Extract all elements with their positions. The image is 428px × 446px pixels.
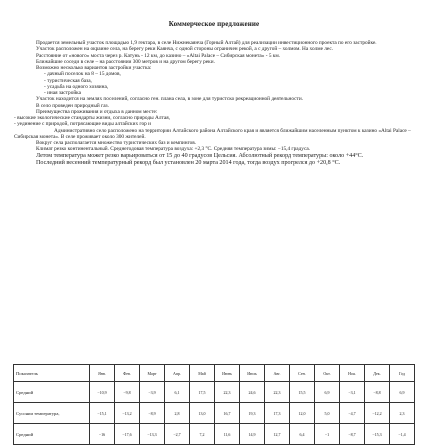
table-header-cell: Март <box>140 365 165 382</box>
paragraph: Климат резко континентальный. Среднегодовая температура воздуха: +2,3 °C. Средняя температура зимы: −15,4 градуса. <box>36 146 311 153</box>
table-cell: 2,3 <box>390 403 415 424</box>
table-header-cell: Апр. <box>165 365 190 382</box>
table-cell: 6,9 <box>390 382 415 403</box>
table-cell: −8,9 <box>140 403 165 424</box>
table-cell: −4,7 <box>340 403 365 424</box>
table-cell: 15,5 <box>290 382 315 403</box>
table-cell: 16,7 <box>215 403 240 424</box>
paragraph: Преимущества проживания и отдыха в данном месте: <box>36 108 158 115</box>
paragraph: В село проведен природный газ. <box>36 102 109 109</box>
table-header-cell: Фев. <box>115 365 140 382</box>
table-cell: 17,5 <box>190 382 215 403</box>
table-cell: 24,6 <box>240 382 265 403</box>
document-title: Коммерческое предложение <box>168 20 260 28</box>
table-cell: 5,0 <box>315 403 340 424</box>
table-cell: −3,1 <box>340 382 365 403</box>
table-cell: −1 <box>315 424 340 445</box>
table-header-cell: Окт. <box>315 365 340 382</box>
table-cell: 6,1 <box>165 382 190 403</box>
table-cell: 7,2 <box>190 424 215 445</box>
table-cell: −9,8 <box>115 382 140 403</box>
table-header-cell: Май <box>190 365 215 382</box>
table-cell: −10,9 <box>90 382 115 403</box>
row-label: Средний <box>14 382 90 403</box>
table-cell: 12,0 <box>290 403 315 424</box>
climate-table-container <box>13 364 415 445</box>
paragraph: - туристическая база, <box>44 77 92 84</box>
paragraph: Вокруг села располагается множество туристических баз и кемпингов. <box>36 140 197 146</box>
table-header-cell: Июнь <box>215 365 240 382</box>
paragraph: - иная застройка <box>44 90 82 96</box>
row-label: Сусонии температура, <box>14 403 90 424</box>
table-cell: −3,9 <box>140 382 165 403</box>
climate-table <box>13 364 415 445</box>
table-header-cell: Сен. <box>290 365 315 382</box>
table-cell: −16 <box>90 424 115 445</box>
table-cell: −15,3 <box>365 424 390 445</box>
table-row <box>14 382 415 403</box>
row-label: Средний <box>14 424 90 445</box>
table-header-cell: Показатель <box>14 365 90 382</box>
table-header-cell: Дек. <box>365 365 390 382</box>
paragraph: Последний весенний температурный рекорд был установлен 20 марта 2014 года, тогда воздух прогрелся до +20,8 °C. <box>36 159 341 166</box>
paragraph: Возможно несколько вариантов застройки участка: <box>36 65 152 71</box>
paragraph: - усадьба на одного хозяина, <box>44 83 109 90</box>
table-cell: 14,9 <box>240 424 265 445</box>
table-cell: −1,4 <box>390 424 415 445</box>
table-header-row <box>14 365 415 382</box>
paragraph: Участок находится на землях поселений, согласно ген. плана села, в зоне для туристско рекреационной деятельности. <box>36 96 303 103</box>
paragraph: - уединение с природой, потрясающие виды алтайских гор и <box>14 121 151 128</box>
paragraph: Административно село расположено на территории Алтайского района Алтайского края и является ближайшим населенным пунктом к казино «Altai Palace – Сибирская монета». В селе проживает около 300 жителей. <box>14 127 411 140</box>
table-cell: −8,7 <box>340 424 365 445</box>
table-cell: 17,3 <box>265 403 290 424</box>
table-cell: 13,0 <box>190 403 215 424</box>
table-row <box>14 403 415 424</box>
table-cell: 11,6 <box>215 424 240 445</box>
table-cell: 22,3 <box>265 382 290 403</box>
paragraph: Ближайшие соседи в селе – на расстоянии 300 метров и на другом берегу реки. <box>36 58 215 65</box>
table-cell: −17,6 <box>115 424 140 445</box>
table-cell: −15,1 <box>90 403 115 424</box>
table-cell: −8,8 <box>365 382 390 403</box>
table-cell: 6,4 <box>290 424 315 445</box>
table-cell: 19,3 <box>240 403 265 424</box>
paragraph: - дачный поселок на 8 – 15 домов, <box>44 71 121 78</box>
table-cell: −12,2 <box>365 403 390 424</box>
table-cell: −13,3 <box>140 424 165 445</box>
table-header-cell: Авг. <box>265 365 290 382</box>
table-cell: 12,7 <box>265 424 290 445</box>
table-cell: 6,9 <box>315 382 340 403</box>
table-header-cell: Год <box>390 365 415 382</box>
table-cell: −13,2 <box>115 403 140 424</box>
table-cell: 2,8 <box>165 403 190 424</box>
document-body <box>14 40 414 167</box>
paragraph: - высокие экологические стандарты жизни, согласно природы Алтая, <box>14 115 170 121</box>
paragraph: Летом температура может резко варьироваться от 15 до 40 градусов Цельсия. Абсолютный рекорд температуры: около +44°C. <box>36 152 364 159</box>
paragraph: Продается земельный участок площадью 1,9 гектара, в селе Нижнекаянча (Горный Алтай) для реализации инвестиционного проекта по его застройке. <box>36 40 377 46</box>
paragraph: Участок расположен на окраине села, на берегу реки Каянча, с одной стороны ограничен рекой, а с другой – холмом. На холме лес. <box>36 46 334 53</box>
table-row <box>14 424 415 445</box>
table-header-cell: Ноя. <box>340 365 365 382</box>
table-cell: 22,3 <box>215 382 240 403</box>
table-header-cell: Янв. <box>90 365 115 382</box>
table-header-cell: Июль <box>240 365 265 382</box>
table-cell: −2,7 <box>165 424 190 445</box>
paragraph: Расстояние от «нового» моста через р. Катунь - 12 км, до казино – «Altai Palace – Сибирская монета» - 5 км. <box>36 52 281 59</box>
